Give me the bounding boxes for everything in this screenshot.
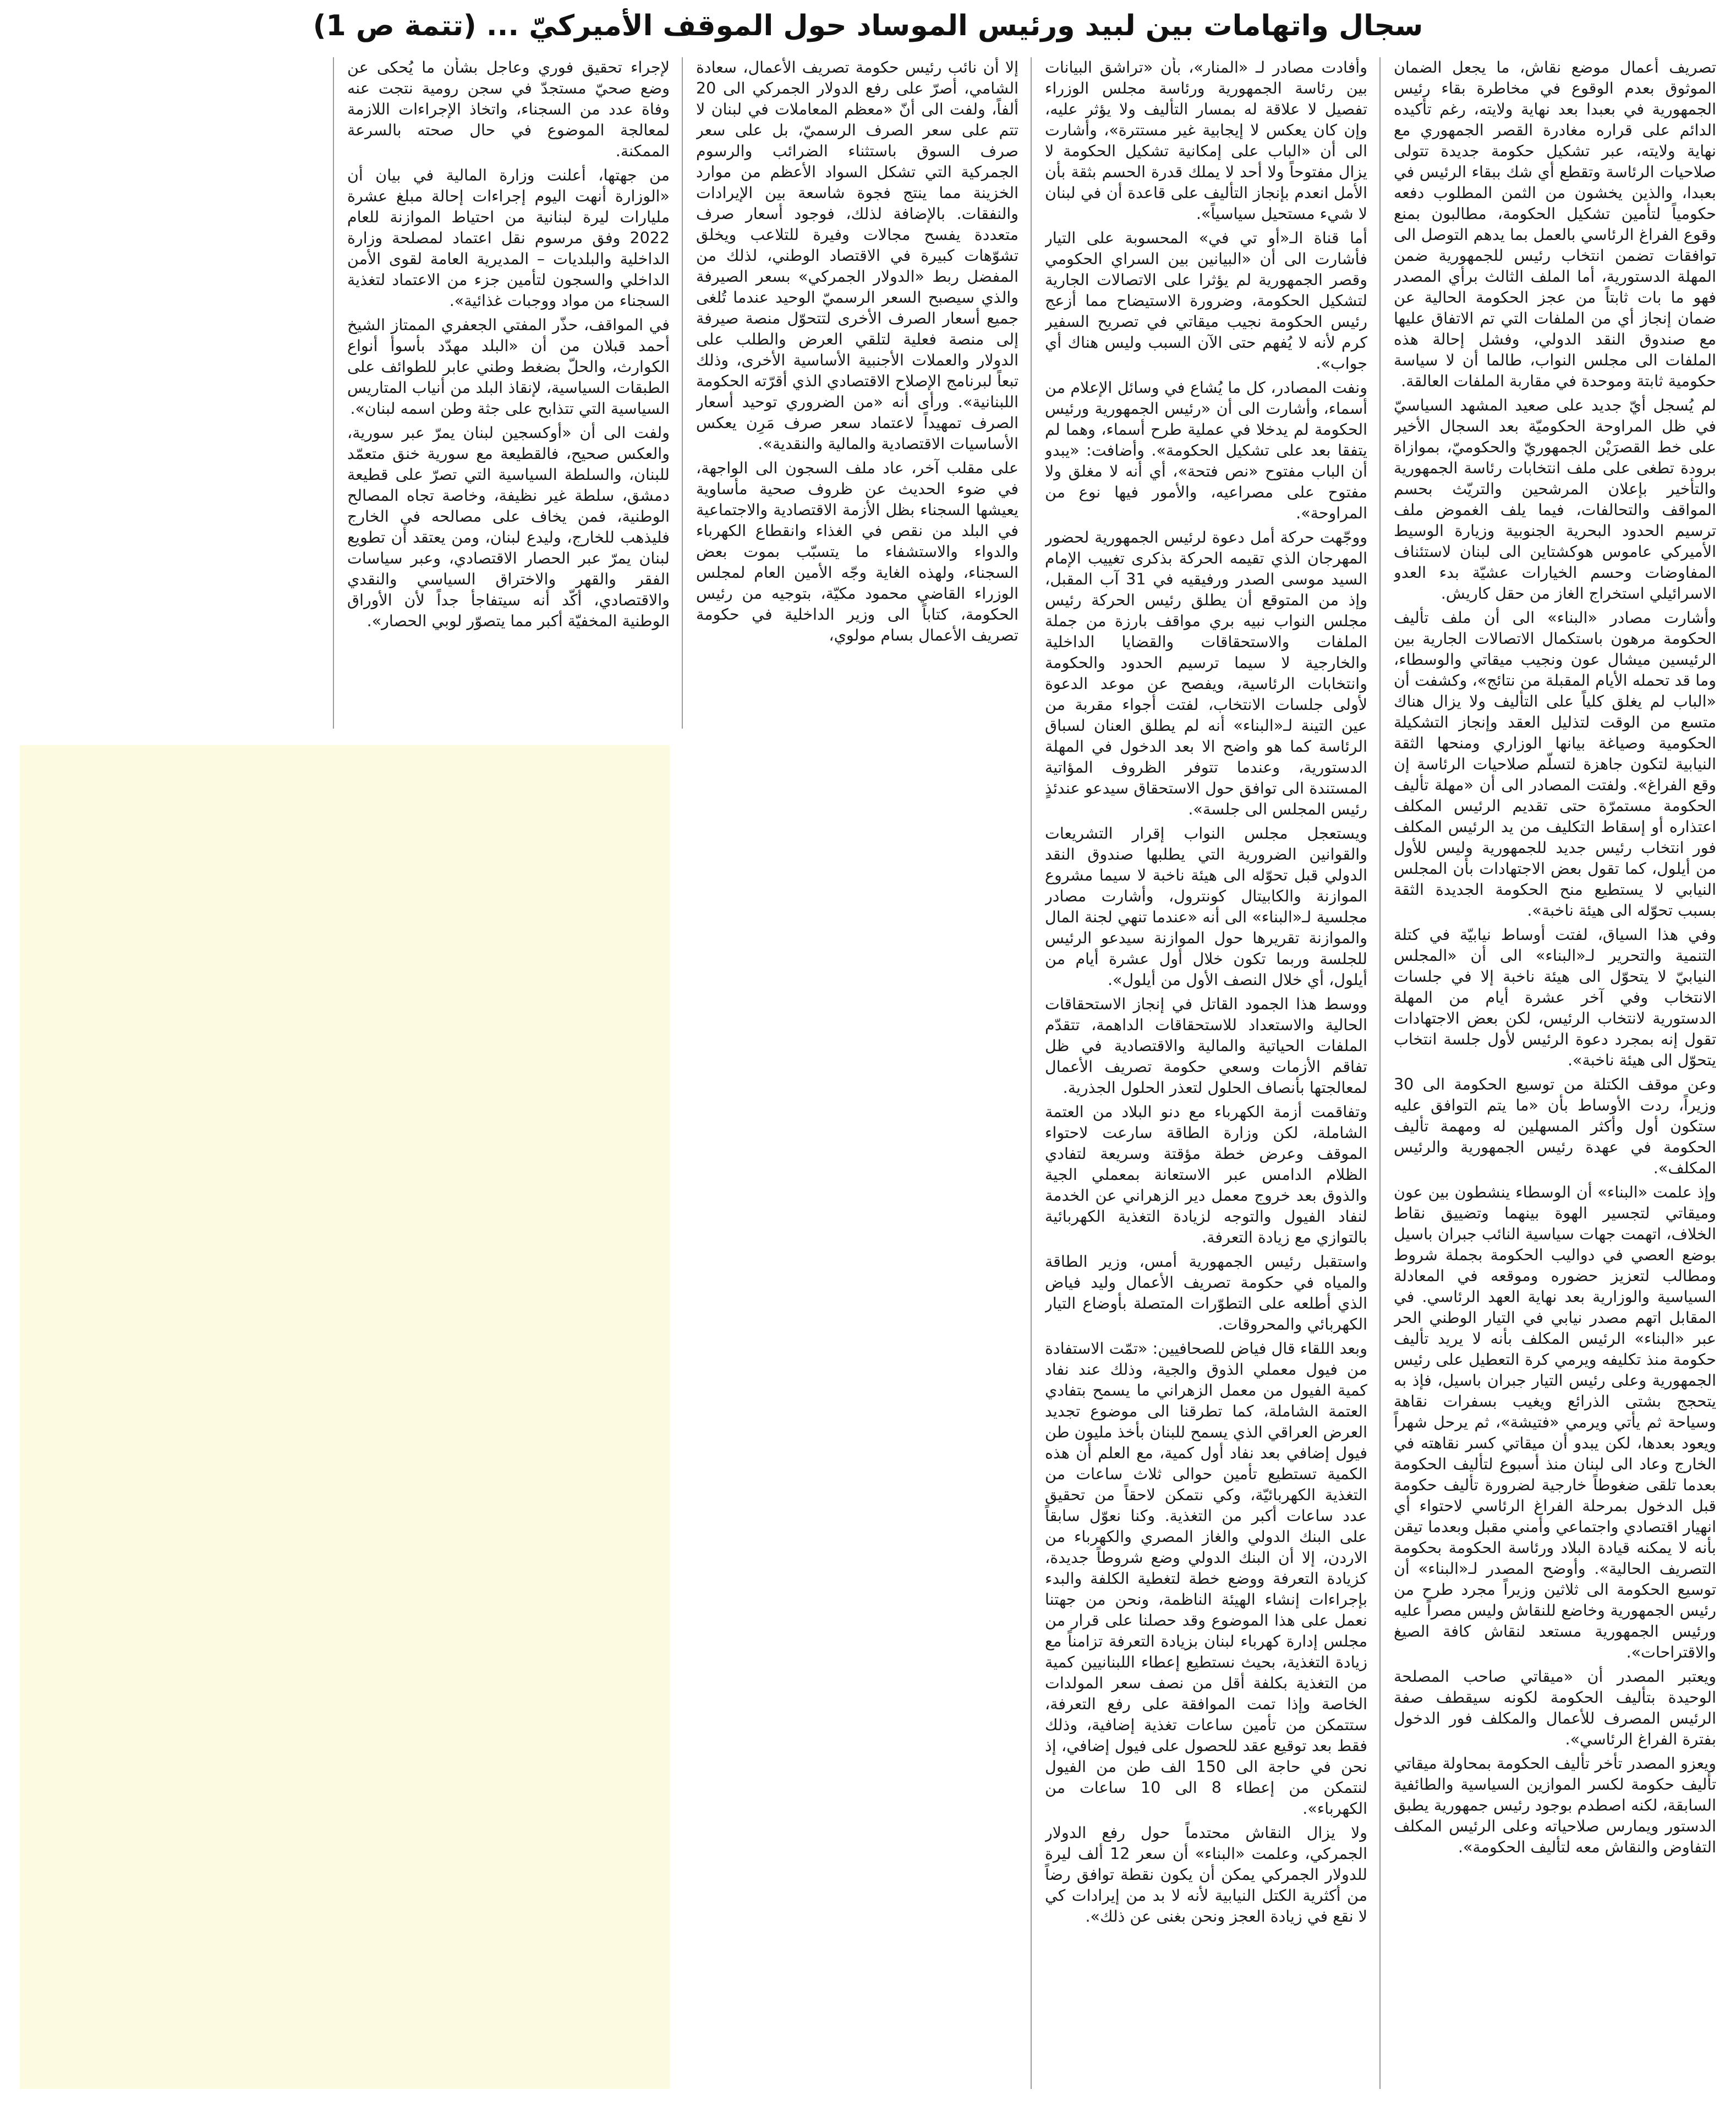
paragraph: وإذ علمت «البناء» أن الوسطاء ينشطون بين عون وميقاتي لتجسير الهوة بينهما وتضييق نقاط الخلاف، اتهمت جهات سياسية النائب جبران باسيل بوضع العصي في دواليب الحكومة بجملة شروط ومطالب لتعزيز حضوره وموقعه في المعادلة السياسية والوزارية بعد نهاية العهد الرئاسي. في المقابل اتهم مصدر نيابي في التيار الوطني الحر عبر «البناء» الرئيس المكلف بأنه لا يريد تأليف حكومة منذ تكليفه ويرمي كرة التعطيل على رئيس الجمهورية وعلى رئيس التيار جبران باسيل، فإذ به يتحجج بشتى الذرائع ويغيب بسفرات نقاهة وسياحة ثم يأتي ويرمي «فتيشة»، ثم يرحل شهراً ويعود بعدها، لكن يبدو أن ميقاتي كسر نقاهته في الخارج وعاد الى لبنان منذ أسبوع لتأليف الحكومة بعدما تلقى ضغوطاً خارجية لضرورة تأليف حكومة قبل الدخول بمرحلة الفراغ الرئاسي لاحتواء أي انهيار اقتصادي واجتماعي وأمني مقبل وبعدما تيقن بأنه لا يمكنه قيادة البلاد ورئاسة الحكومة بحكومة التصريف الحالية». وأوضح المصدر لـ«البناء» أن توسيع الحكومة الى ثلاثين وزيراً مجرد طرح من رئيس الجمهورية وخاضع للنقاش وليس مصراً عليه ورئيس الجمهورية مستعد لنقاش كافة الصيغ والاقتراحات». bbox=[1394, 1183, 1716, 1661]
paragraph: وفي هذا السياق، لفتت أوساط نيابيّة في كتلة التنمية والتحرير لـ«البناء» الى أن «المجلس النيابيّ لا يتحوّل الى هيئة ناخبة إلا في جلسات الانتخاب وفي آخر عشرة أيام من المهلة الدستورية لانتخاب الرئيس، لكن بعض الاجتهادات تقول إنه بمجرد دعوة الرئيس لأول جلسة انتخاب يتحوّل الى هيئة ناخبة». bbox=[1394, 926, 1716, 1069]
paragraph: ولا يزال النقاش محتدماً حول رفع الدولار الجمركي، وعلمت «البناء» أن سعر 12 ألف ليرة للدولار الجمركي يمكن أن يكون نقطة توافق رضاً من أكثرية الكتل النيابية لأنه لا بد من إيرادات كي لا نقع في زيادة العجز ونحن بغنى عن ذلك». bbox=[1045, 1824, 1367, 1926]
paragraph: ويعزو المصدر تأخر تأليف الحكومة بمحاولة ميقاتي تأليف حكومة لكسر الموازين السياسية والطائفية السابقة، لكنه اصطدم بوجود رئيس جمهورية يطبق الدستور ويمارس صلاحياته وعلى الرئيس المكلف التفاوض والنقاش معه لتأليف الحكومة». bbox=[1394, 1754, 1716, 1856]
text-column-2 bbox=[1045, 57, 1367, 2089]
paragraph: ووسط هذا الجمود القاتل في إنجاز الاستحقاقات الحالية والاستعداد للاستحقاقات الداهمة، تتقدّم الملفات الحياتية والمالية والاقتصادية في ظل تفاقم الأزمات وسعي حكومة تصريف الأعمال لمعالجتها بأنصاف الحلول لتعذر الحلول الجذرية. bbox=[1045, 995, 1367, 1097]
paragraph: واستقبل رئيس الجمهورية أمس، وزير الطاقة والمياه في حكومة تصريف الأعمال وليد فياض الذي أطلعه على التطوّرات المتصلة بأوضاع التيار الكهربائي والمحروقات. bbox=[1045, 1253, 1367, 1333]
paragraph: تصريف أعمال موضع نقاش، ما يجعل الضمان الموثوق بعدم الوقوع في مخاطرة بقاء رئيس الجمهورية في بعبدا بعد نهاية ولايته، رغم تأكيده الدائم على قراره مغادرة القصر الجمهوري مع نهاية ولايته، عبر تشكيل حكومة جديدة تتولى صلاحيات الرئاسة وتقطع أي شك ببقاء الرئيس في بعبدا، والذين يخشون من الثمن المطلوب دفعه حكومياً لتأمين تشكيل الحكومة، مطالبون بمنع وقوع الفراغ الرئاسي بالعمل بما يدهم التوصل الى توافقات تضمن انتخاب رئيس للجمهورية ضمن المهلة الدستورية، أما الملف الثالث برأي المصدر فهو ما بات ثابتاً من عجز الحكومة الحالية عن ضمان إنجاز أي من الملفات التي تم الاتفاق عليها مع صندوق النقد الدولي، وفشل إحالة هذه الملفات الى مجلس النواب، طالما أن لا سياسة حكومية ثابتة وموحدة في مقاربة الملفات العالقة. bbox=[1394, 58, 1716, 390]
paragraph: لإجراء تحقيق فوري وعاجل بشأن ما يُحكى عن وضع صحيّ مستجدّ في سجن رومية نتجت عنه وفاة عدد من السجناء، واتخاذ الإجراءات اللازمة لمعالجة الموضوع في حال صحته بالسرعة الممكنة. bbox=[347, 58, 670, 160]
text-column-4 bbox=[347, 57, 670, 729]
column-divider bbox=[1031, 57, 1032, 2089]
paragraph: لم يُسجل أيّ جديد على صعيد المشهد السياسيّ في ظل المراوحة الحكوميّة بعد السجال الأخير على خط القصرَيْن الجمهوريّ والحكوميّ، بموازاة برودة تطغى على ملف انتخابات رئاسة الجمهورية والتأخير بإعلان المرشحين والتريّث بحسم المواقف والتحالفات، فيما يلف الغموض ملف ترسيم الحدود البحرية الجنوبية وزيارة الوسيط الأميركي عاموس هوكشتاين الى لبنان لاستئناف المفاوضات وحسم الخيارات عشيّة بدء العدو الاسرائيلي استخراج الغاز من حقل كاريش. bbox=[1394, 396, 1716, 603]
paragraph: على مقلب آخر، عاد ملف السجون الى الواجهة، في ضوء الحديث عن ظروف صحية مأساوية يعيشها السجناء بظل الأزمة الاقتصادية والاجتماعية في البلد من نقص في الغذاء وانقطاع الكهرباء والدواء والاستشفاء ما يتسبّب بموت بعض السجناء، ولهذه الغاية وجّه الأمين العام لمجلس الوزراء القاضي محمود مكيّة، بتوجيه من رئيس الحكومة، كتاباً الى وزير الداخلية في حكومة تصريف الأعمال بسام مولوي، bbox=[696, 459, 1018, 644]
paragraph: ولفت الى أن «أوكسجين لبنان يمرّ عبر سورية، والعكس صحيح، فالقطيعة مع سورية خنق متعمّد للبنان، والسلطة السياسية التي تصرّ على قطيعة دمشق، سلطة غير نظيفة، وخاصة تجاه المصالح الوطنية، فمن يخاف على مصالحه في الخارج فليذهب للخارج، وليدع لبنان، ومن يعتقد أن تطويع لبنان يمرّ عبر الحصار الاقتصادي، وعبر سياسات الفقر والقهر والاختراق السياسي والنقدي والاقتصادي، أكّد أنه سيتفاجأ جداً لأن الأوراق الوطنية المخفيّة أكبر مما يتصوّر لوبي الحصار». bbox=[347, 424, 670, 630]
paragraph: من جهتها، أعلنت وزارة المالية في بيان أن «الوزارة أنهت اليوم إجراءات إحالة مبلغ عشرة مليارات ليرة لبنانية من احتياط الموازنة للعام 2022 وفق مرسوم نقل اعتماد لمصلحة وزارة الداخلية والبلديات – المديرية العامة لقوى الأمن الداخلي والسجون لتأمين جزء من الاعتماد لتغذية السجناء من مواد ووجبات غذائية». bbox=[347, 166, 670, 310]
paragraph: أما قناة الـ«أو تي في» المحسوبة على التيار فأشارت الى أن «البيانين بين السراي الحكومي وقصر الجمهورية لم يؤثرا على الاتصالات الجارية لتشكيل الحكومة، وضرورة الاستيضاح مما أزعج رئيس الحكومة نجيب ميقاتي في تصريح السفير كرم لأنه لا يُفهم حتى الآن السبب وليس هناك أي جواب». bbox=[1045, 229, 1367, 373]
paragraph: إلا أن نائب رئيس حكومة تصريف الأعمال، سعادة الشامي، أصرّ على رفع الدولار الجمركي الى 20 ألفاً، ولفت الى أنّ «معظم المعاملات في لبنان لا تتم على سعر الصرف الرسميّ، بل على سعر صرف السوق باستثناء الضرائب والرسوم الجمركية التي تشكل السواد الأعظم من موارد الخزينة مما ينتج فجوة شاسعة بين الإيرادات والنفقات. بالإضافة لذلك، فوجود أسعار صرف متعددة يفسح مجالات وفيرة للتلاعب ويخلق تشوّهات كبيرة في الاقتصاد الوطني، لذلك من المفضل ربط «الدولار الجمركي» بسعر الصيرفة والذي سيصبح السعر الرسميّ الوحيد عندما تُلغى جميع أسعار الصرف الأخرى لتتحوّل منصة صيرفة إلى منصة فعلية لتلقي العرض والطلب على الدولار والعملات الأجنبية الأساسية الأخرى، وذلك تبعاً لبرنامج الإصلاح الاقتصادي الذي أقرّته الحكومة اللبنانية». ورأى أنه «من الضروري توحيد أسعار الصرف تمهيداً لاعتماد سعر صرف مَرِن يعكس الأساسيات الاقتصادية والمالية والنقدية». bbox=[696, 58, 1018, 453]
headline: سجال واتهامات بين لبيد ورئيس الموساد حول الموقف الأميركيّ ... (تتمة ص 1) bbox=[313, 9, 1423, 42]
paragraph: وتفاقمت أزمة الكهرباء مع دنو البلاد من العتمة الشاملة، لكن وزارة الطاقة سارعت لاحتواء الموقف وعرض خطة مؤقتة وسريعة لتفادي الظلام الدامس عبر الاستعانة بمعملي الجية والذوق بعد خروج معمل دير الزهراني عن الخدمة لنفاد الفيول والتوجه لزيادة التغذية الكهربائية بالتوازي مع زيادة التعرفة. bbox=[1045, 1103, 1367, 1246]
paragraph: وبعد اللقاء قال فياض للصحافيين: «تمّت الاستفادة من فيول معملي الذوق والجية، وذلك عند نفاد كمية الفيول من معمل الزهراني ما يسمح بتفادي العتمة الشاملة، كما تطرقنا الى موضوع تجديد العرض العراقي الذي يسمح للبنان بأخذ مليون طن فيول إضافي بعد نفاد أول كمية، مع العلم أن هذه الكمية تستطيع تأمين حوالى ثلاث ساعات من التغذية الكهربائيّة، وكي نتمكن لاحقاً من تحقيق عدد ساعات أكبر من التغذية. وكنا نعوّل سابقاً على البنك الدولي والغاز المصري والكهرباء من الاردن، إلا أن البنك الدولي وضع شروطاً جديدة، كزيادة التعرفة ووضع خطة لتغطية الكلفة والبدء بإجراءات إنشاء الهيئة الناظمة، ونحن من جهتنا نعمل على هذا الموضوع وقد حصلنا على قرار من مجلس إدارة كهرباء لبنان بزيادة التعرفة تزامناً مع زيادة التغذية، بحيث نستطيع إعطاء اللبنانيين كمية من التغذية بكلفة أقل من نصف سعر المولدات الخاصة وإذا تمت الموافقة على رفع التعرفة، ستتمكن من تأمين ساعات تغذية إضافية، وذلك فقط بعد توقيع عقد للحصول على فيول إضافي، إذ نحن في حاجة الى 150 الف طن من الفيول لنتمكن من إعطاء 8 الى 10 ساعات من الكهرباء». bbox=[1045, 1339, 1367, 1818]
text-column-3 bbox=[696, 57, 1018, 729]
paragraph: ويعتبر المصدر أن «ميقاتي صاحب المصلحة الوحيدة بتأليف الحكومة لكونه سيقطف صفة الرئيس المصرف للأعمال والمكلف فور الدخول بفترة الفراغ الرئاسي». bbox=[1394, 1667, 1716, 1748]
paragraph: وأشارت مصادر «البناء» الى أن ملف تأليف الحكومة مرهون باستكمال الاتصالات الجارية بين الرئيسين ميشال عون ونجيب ميقاتي والوسطاء، وما قد تحمله الأيام المقبلة من نتائج»، وكشفت أن «الباب لم يغلق كلياً على التأليف ولا يزال هناك متسع من الوقت لتذليل العقد وإنجاز التشكيلة الحكومية وصياغة بيانها الوزاري ومنحها الثقة النيابية لتكون جاهزة لتسلّم صلاحيات الرئاسة إن وقع الفراغ». ولفتت المصادر الى أن «مهلة تأليف الحكومة مستمرّة حتى تقديم الرئيس المكلف اعتذاره أو إسقاط التكليف من يد الرئيس المكلف فور انتخاب رئيس جديد للجمهورية وليس للأول من أيلول، كما تقول بعض الاجتهادات بأن المجلس النيابي لا يستطيع منح الحكومة الجديدة الثقة بسبب تحوّله الى هيئة ناخبة». bbox=[1394, 609, 1716, 920]
article-body bbox=[20, 57, 1716, 2089]
paragraph: وأفادت مصادر لـ «المنار»، بأن «تراشق البيانات بين رئاسة الجمهورية ورئاسة مجلس الوزراء تفصيل لا علاقة له بمسار التأليف ولا يؤثر عليه، وإن كان يعكس لا إيجابية غير مستترة»، وأشارت الى أن «الباب على إمكانية تشكيل الحكومة لا يزال مفتوحاً ولا أحد لا يملك قدرة الحسم بثقة بأن الأمل انعدم بإنجاز التأليف على قاعدة أن في لبنان لا شيء مستحيل سياسياً». bbox=[1045, 58, 1367, 223]
paragraph: ووجّهت حركة أمل دعوة لرئيس الجمهورية لحضور المهرجان الذي تقيمه الحركة بذكرى تغييب الإمام السيد موسى الصدر ورفيقيه في 31 آب المقبل، وإذ من المتوقع أن يطلق رئيس الحركة رئيس مجلس النواب نبيه بري مواقف بارزة من جملة الملفات والاستحقاقات والقضايا الداخلية والخارجية لا سيما ترسيم الحدود والحكومة وانتخابات الرئاسية، ويفصح عن موعد الدعوة لأولى جلسات الانتخاب، لفتت أجواء مقربة من عين التينة لـ«البناء» أنه لم يطلق العنان لسباق الرئاسة كما هو واضح الا بعد الدخول في المهلة الدستورية، وعندما تتوفر الظروف المؤاتية المستندة الى توافق حول الاستحقاق سيدعو عندئذٍ رئيس المجلس الى جلسة». bbox=[1045, 528, 1367, 818]
column-divider bbox=[1379, 57, 1381, 2089]
blank-highlight-area bbox=[20, 745, 670, 2089]
column-divider bbox=[333, 57, 334, 729]
paragraph: ونفت المصادر، كل ما يُشاع في وسائل الإعلام من أسماء، وأشارت الى أن «رئيس الجمهورية ورئيس الحكومة لم يدخلا في عملية طرح أسماء، وهما لم يتفقا بعد على تشكيل الحكومة». وأضافت: «يبدو أن الباب مفتوح «نص فتحة»، أي أنه لا مغلق ولا مفتوح على مصراعيه، والأمور فيها نوع من المراوحة». bbox=[1045, 379, 1367, 522]
paragraph: في المواقف، حذّر المفتي الجعفري الممتاز الشيخ أحمد قبلان من أن «البلد مهدّد بأسوأ أنواع الكوارث، والحلّ بضغط وطني عابر للطوائف على الطبقات السياسية، لإنقاذ البلد من أنياب المتاريس السياسية التي تتذابح على جثة وطن اسمه لبنان». bbox=[347, 316, 670, 418]
text-column-1 bbox=[1394, 57, 1716, 2089]
column-divider bbox=[682, 57, 683, 729]
paragraph: وعن موقف الكتلة من توسيع الحكومة الى 30 وزيراً، ردت الأوساط بأن «ما يتم التوافق عليه ستكون أول وأكثر المسهلين له ومهمة تأليف الحكومة في عهدة رئيس الجمهورية والرئيس المكلف». bbox=[1394, 1075, 1716, 1177]
paragraph: ويستعجل مجلس النواب إقرار التشريعات والقوانين الضرورية التي يطلبها صندوق النقد الدولي قبل تحوّله الى هيئة ناخبة لا سيما مشروع الموازنة والكابيتال كونترول، وأشارت مصادر مجلسية لـ«البناء» الى أنه «عندما تنهي لجنة المال والموازنة تقريرها حول الموازنة سيدعو الرئيس للجلسة وربما تكون خلال أول عشرة أيام من أيلول، أي خلال النصف الأول من أيلول». bbox=[1045, 824, 1367, 989]
